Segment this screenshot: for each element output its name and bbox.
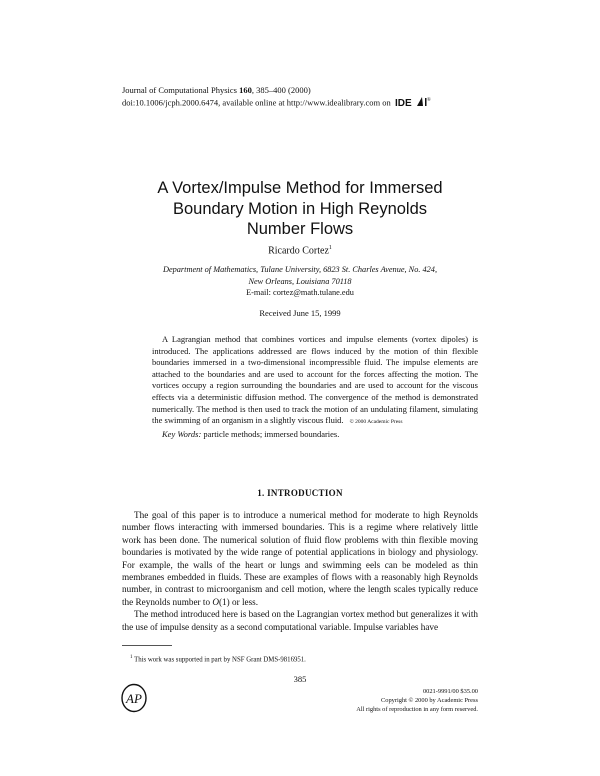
ideal-logo-mark: ®	[426, 98, 431, 103]
footnote	[130, 655, 306, 663]
ideal-logo-text: IDE	[394, 98, 412, 108]
received-date: Received June 15, 1999	[259, 308, 341, 318]
page-number: 385	[293, 674, 307, 684]
title-line-3: Number Flows	[246, 220, 354, 238]
ideal-logo-icon	[395, 96, 435, 111]
doi-line	[122, 96, 435, 111]
affiliation	[120, 264, 480, 299]
big-o-symbol: O	[212, 596, 219, 607]
author-email[interactable]: E-mail: cortez@math.tulane.edu	[246, 288, 354, 297]
affiliation-line-2: New Orleans, Louisiana 70118	[248, 276, 352, 286]
keywords-text: particle methods; immersed boundaries.	[201, 428, 340, 439]
title-line-2: Boundary Motion in High Reynolds	[172, 199, 428, 218]
journal-citation: Journal of Computational Physics 160, 385–400 (2000)	[122, 85, 311, 95]
doi-link[interactable]: doi:10.1006/jcph.2000.6474, available online at http://www.idealibrary.com on	[122, 97, 391, 108]
abstract-copyright: © 2000 Academic Press	[349, 419, 403, 426]
journal-header	[122, 84, 435, 111]
ap-logo-text: AP	[126, 691, 142, 706]
author	[120, 245, 480, 256]
copyright-line: Copyright © 2000 by Academic Press	[381, 696, 478, 704]
issn-price: 0021-9991/00 $35.00	[422, 688, 478, 695]
body-text	[122, 509, 478, 633]
abstract-text: A Lagrangian method that combines vortices and impulse elements (vortex dipoles) is introduced. The applications addressed are flows induced by the motion of thin flexible boundaries immersed in a two-dimensional incompressible fluid. The impulse elements are attached to the boundaries and are used to account for the forces affecting the motion. The vortices occupy a region surrounding the boundaries and are used to account for the viscous effects via a deterministic diffusion method. The convergence of the method is demonstrated numerically. The method is then used to track the motion of an undulating filament, simulating the swimming of an organism in a slightly viscous fluid.	[152, 334, 478, 426]
title-line-1: A Vortex/Impulse Method for Immersed	[157, 179, 443, 197]
academic-press-logo-icon	[120, 683, 148, 713]
author-footnote-mark: 1	[328, 245, 332, 251]
abstract	[152, 334, 478, 440]
section-heading: 1. INTRODUCTION	[257, 488, 343, 498]
footnote-divider	[122, 645, 172, 646]
keywords	[152, 429, 478, 441]
author-name: Ricardo Cortez	[268, 245, 329, 257]
rights-line: All rights of reproduction in any form reserved.	[356, 705, 478, 713]
footnote-mark: 1	[130, 655, 133, 660]
paper-title	[120, 178, 480, 240]
publisher-notes	[320, 688, 478, 714]
journal-volume: 160	[239, 85, 252, 95]
footnote-text: This work was supported in part by NSF Grant DMS-9816951.	[132, 656, 306, 664]
abstract-paragraph	[152, 334, 478, 429]
keywords-label: Key Words:	[162, 428, 202, 439]
body-paragraph-2: The method introduced here is based on the Lagrangian vortex method but generalizes it with the use of impulse density as a second computational variable. Impulse variables have	[122, 609, 478, 632]
affiliation-line-1: Department of Mathematics, Tulane University, 6823 St. Charles Avenue, No. 424,	[162, 265, 438, 274]
body-paragraph-1: The goal of this paper is to introduce a numerical method for moderate to high Reynolds number flows interacting with immersed boundaries. This is a regime where relatively little work has been done. The numerical solution of fluid flow problems with thin flexible moving boundaries is motivated by the wide range of potential applications in biology and physiology. For example, the walls of the heart or lungs and swimming eels can be modeled as thin membranes embedded in fluids. These are examples of flows with a reasonably high Reynolds number, in contrast to microorganism and cell motion, where the length scales typically reduce the Reynolds number to O(1) or less.	[122, 510, 478, 607]
